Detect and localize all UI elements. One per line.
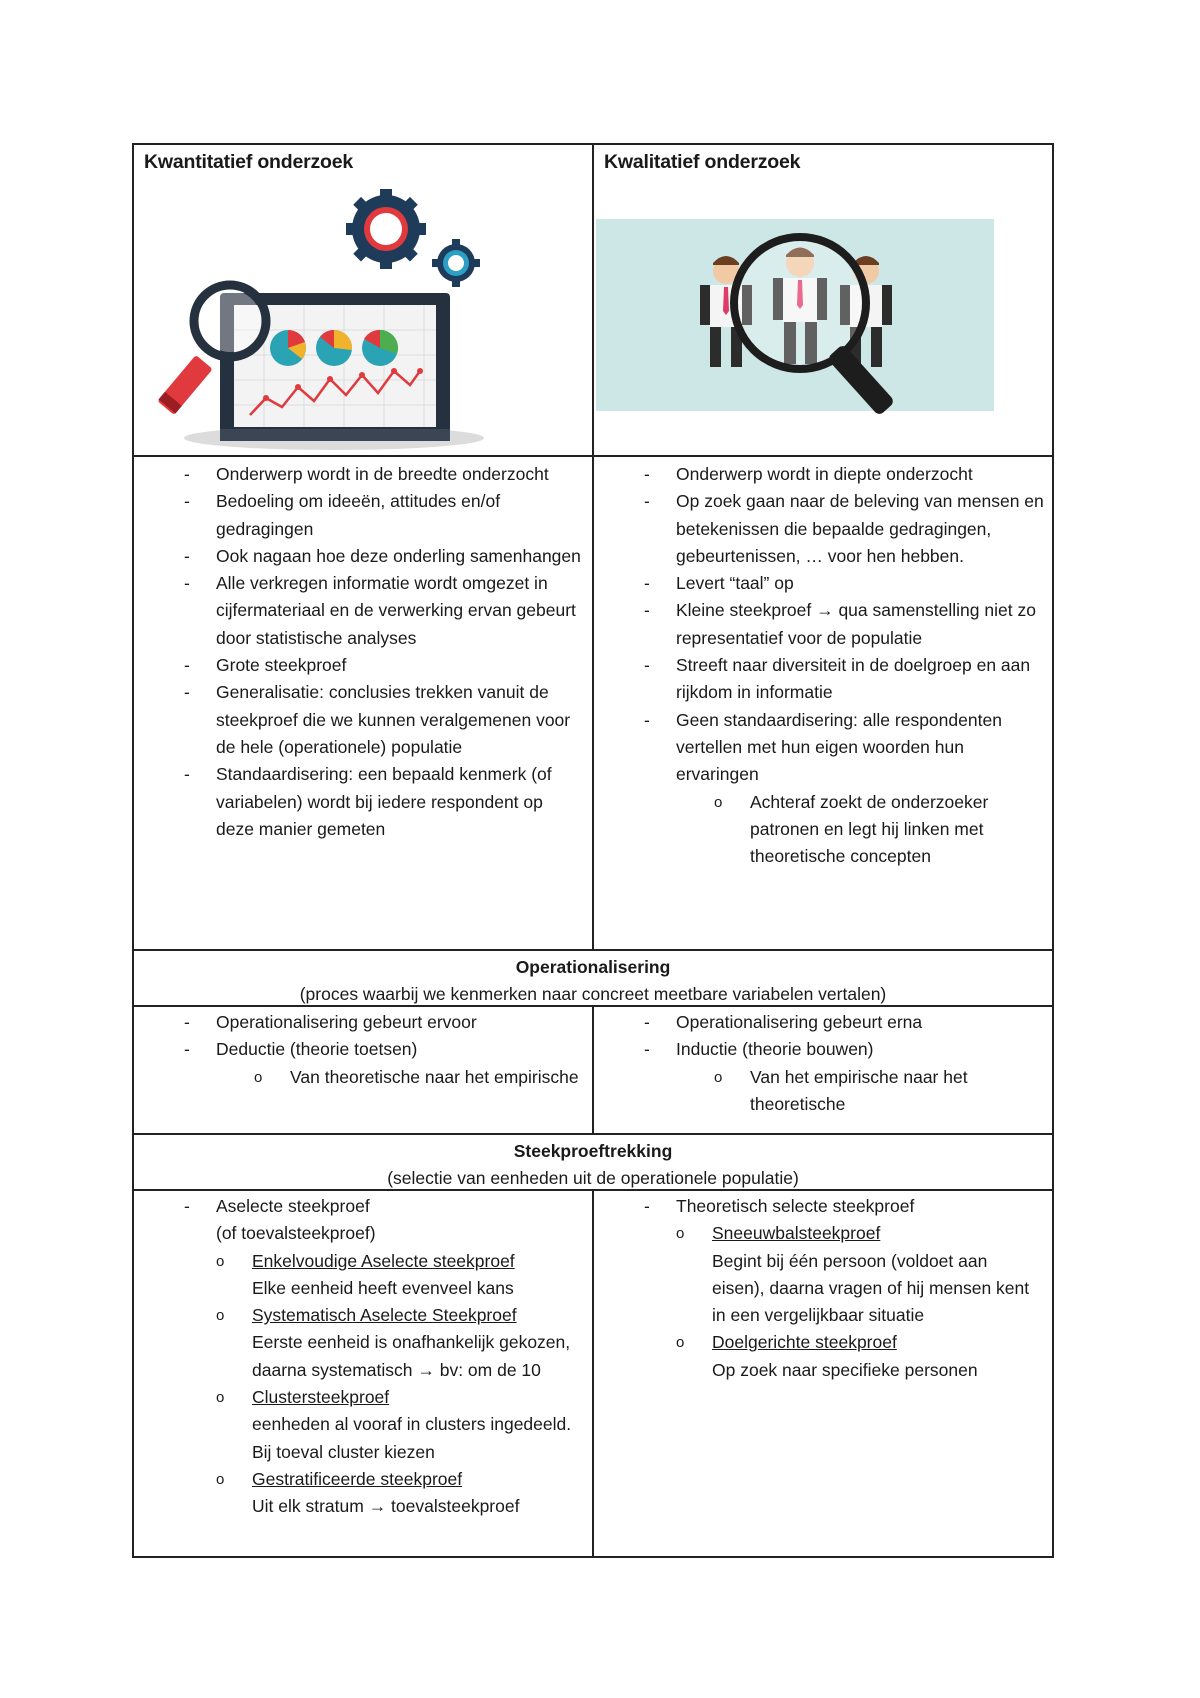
operationalisering-right — [594, 1007, 1052, 1133]
qualitative-header-cell — [594, 145, 1052, 455]
sample-type-desc: Uit elk stratum → toevalsteekproef — [252, 1496, 520, 1517]
list-item: - Operationalisering gebeurt erna — [594, 1009, 1044, 1036]
comparison-table — [132, 143, 1054, 1558]
list-item: - Generalisatie: conclusies trekken vanuit de steekproef die we kunnen veralgemenen voor de hele (operationele) populatie — [134, 679, 584, 761]
list-item — [594, 707, 1044, 871]
list-item-text-2: (of toevalsteekproef) — [216, 1223, 376, 1244]
list-item: - Onderwerp wordt in de breedte onderzocht — [134, 461, 584, 488]
pie-chart-icon — [316, 330, 352, 366]
sub-list-item — [216, 1248, 584, 1303]
sub-list — [676, 1220, 1044, 1384]
sub-list-item — [216, 1384, 584, 1466]
list-item: - Streeft naar diversiteit in de doelgroep en aan rijkdom in informatie — [594, 652, 1044, 707]
operationalisering-left — [134, 1007, 594, 1133]
operationalisering-row — [134, 1007, 1052, 1135]
sample-type-name: Doelgerichte steekproef — [712, 1332, 897, 1353]
quantitative-title: Kwantitatief onderzoek — [144, 151, 354, 173]
operationalisering-left-list — [134, 1009, 584, 1091]
steekproef-header-row — [134, 1135, 1052, 1191]
list-item: - Bedoeling om ideeën, attitudes en/of gedragingen — [134, 488, 584, 543]
qualitative-list — [594, 461, 1044, 870]
list-item-text: Deductie (theorie toetsen) — [216, 1039, 418, 1060]
section-subtitle: (selectie van eenheden uit de operationele populatie) — [387, 1168, 799, 1188]
quantitative-list-cell — [134, 457, 594, 949]
list-item-text: - Aselecte steekproef — [216, 1196, 370, 1216]
steekproef-right — [594, 1191, 1052, 1556]
sub-list — [254, 1064, 584, 1091]
list-item-text: - Theoretisch selecte steekproef — [676, 1196, 915, 1216]
steekproef-header — [134, 1135, 1052, 1189]
quantitative-header-cell — [134, 145, 594, 455]
list-item-text: Geen standaardisering: alle respondenten vertellen met hun eigen woorden hun ervaringen — [676, 709, 1002, 785]
sample-type-name: Sneeuwbalsteekproef — [712, 1223, 881, 1244]
sub-list-item — [216, 1466, 584, 1521]
operationalisering-right-list — [594, 1009, 1044, 1118]
sub-list — [216, 1248, 584, 1521]
list-item: - Op zoek gaan naar de beleving van mensen en betekenissen die bepaalde gedragingen, gebeurtenissen, … voor hen hebben. — [594, 488, 1044, 570]
qualitative-illustration — [594, 145, 1052, 457]
quantitative-list — [134, 461, 584, 843]
sub-list — [714, 789, 1044, 871]
sub-list-item: o Van theoretische naar het empirische — [254, 1064, 584, 1091]
sample-type-desc: Elke eenheid heeft evenveel kans — [252, 1277, 514, 1298]
list-item: - Onderwerp wordt in diepte onderzocht — [594, 461, 1044, 488]
qualitative-title: Kwalitatief onderzoek — [604, 151, 801, 173]
sub-list-item: o Van het empirische naar het theoretische — [714, 1064, 1044, 1119]
section-title: Operationalisering — [515, 957, 671, 977]
list-item: - Kleine steekproef → qua samenstelling niet zo representatief voor de populatie — [594, 597, 1044, 652]
section-title: Steekproeftrekking — [513, 1141, 673, 1161]
pie-chart-icon — [270, 330, 306, 366]
list-item: - Operationalisering gebeurt ervoor — [134, 1009, 584, 1036]
characteristics-row — [134, 457, 1052, 951]
steekproef-right-list — [594, 1193, 1044, 1384]
sub-list-item — [676, 1220, 1044, 1329]
operationalisering-header — [134, 951, 1052, 1005]
qualitative-list-cell — [594, 457, 1052, 949]
header-row — [134, 145, 1052, 457]
operationalisering-header-row — [134, 951, 1052, 1007]
steekproef-left — [134, 1191, 594, 1556]
sample-type-name: Systematisch Aselecte Steekproef — [252, 1305, 517, 1326]
quantitative-illustration — [134, 145, 594, 457]
sample-type-name: Gestratificeerde steekproef — [252, 1468, 463, 1489]
list-item: - Alle verkregen informatie wordt omgezet in cijfermateriaal en de verwerking ervan gebeurt door statistische analyses — [134, 570, 584, 652]
list-item — [134, 1193, 584, 1521]
sample-type-desc: Eerste eenheid is onafhankelijk gekozen, daarna systematisch → bv: om de 10 — [252, 1332, 571, 1380]
list-item: - Levert “taal” op — [594, 570, 1044, 597]
list-item: - Standaardisering: een bepaald kenmerk (of variabelen) wordt bij iedere respondent op deze manier gemeten — [134, 761, 584, 843]
steekproef-row — [134, 1191, 1052, 1556]
list-item: - Grote steekproef — [134, 652, 584, 679]
gear-icon — [346, 189, 426, 269]
list-item: - Ook nagaan hoe deze onderling samenhangen — [134, 543, 584, 570]
sub-list — [714, 1064, 1044, 1119]
section-subtitle: (proces waarbij we kenmerken naar concreet meetbare variabelen vertalen) — [299, 984, 887, 1004]
sub-list-item — [216, 1302, 584, 1384]
sub-list-item: o Achteraf zoekt de onderzoeker patronen en legt hij linken met theoretische concepten — [714, 789, 1044, 871]
sample-type-desc: Op zoek naar specifieke personen — [712, 1359, 978, 1380]
list-item — [594, 1193, 1044, 1384]
sample-type-name: Clustersteekproef — [252, 1387, 390, 1408]
sample-type-name: Enkelvoudige Aselecte steekproef — [252, 1250, 515, 1271]
sample-type-desc: Begint bij één persoon (voldoet aan eisen), daarna vragen of hij mensen kent in een vergelijkbaar situatie — [712, 1250, 1030, 1326]
sample-type-desc: eenheden al vooraf in clusters ingedeeld. Bij toeval cluster kiezen — [252, 1414, 572, 1462]
steekproef-left-list — [134, 1193, 584, 1521]
small-gear-icon — [432, 239, 480, 287]
pie-chart-icon — [362, 330, 398, 366]
list-item-text: Inductie (theorie bouwen) — [676, 1039, 874, 1060]
sub-list-item — [676, 1329, 1044, 1384]
list-item — [594, 1036, 1044, 1118]
list-item — [134, 1036, 584, 1091]
